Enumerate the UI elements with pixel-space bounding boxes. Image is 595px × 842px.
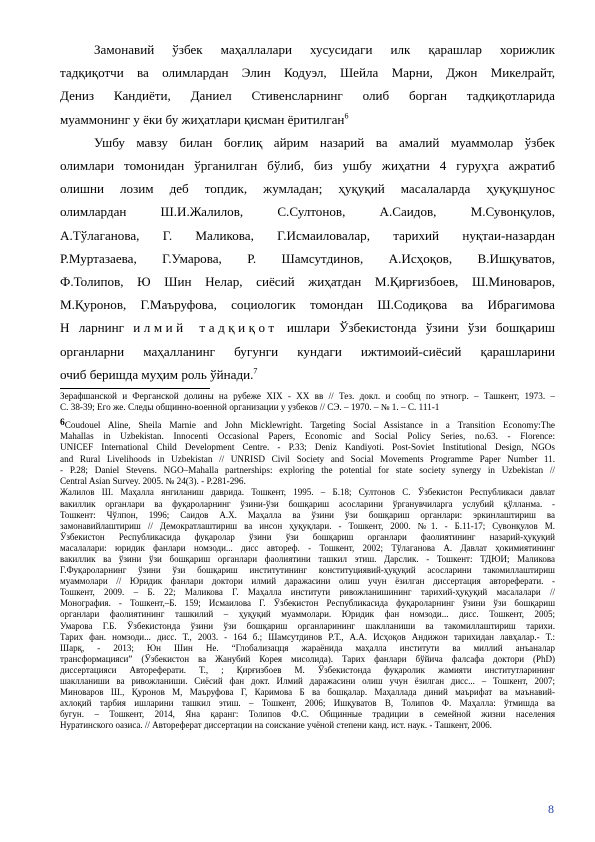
paragraph-2-text: Н ларнинг xyxy=(60,320,134,336)
paragraph-2-line: Ушбу мавзу билан боғлиқ айрим назарий ва амалий муаммолар ўзбек xyxy=(94,134,555,150)
footnote-line: трансформацияси” (Ўзбекистон ва Жанубий Корея мисолида). Тарих фанлари бўйича фалсафа доктори (PhD) xyxy=(60,653,555,664)
footnote-line: Ўзбекистон Республикасида фуқаролар ўзини ўзи бошқариш органлари фаолиятининг назарий-ҳуқуқий xyxy=(60,531,555,542)
paragraph-1-line: тадқиқотчи ва олимлардан Элин Кодуэл, Шейла Марни, Джон Микелрайт, xyxy=(60,65,555,81)
paragraph-2-line: Р.Муртазаева, Г.Умарова, Р. Шамсутдинов, А.Исҳоқов, В.Ишқуватов, xyxy=(60,250,555,266)
footnote-line: органлари фаолиятининг ташкилий – ҳуқуқий муаммолари. Юридик фан номзоди... дисс. Тошкент, 2005; xyxy=(60,609,555,620)
footnote-line: шаклланиши ва ривожланиши. Сиёсий фан докт. Илмий даражасини олиш учун ёзилган дисс... – Тошкент, 2007; xyxy=(60,676,555,687)
paragraph-2-line: органларни маҳалланинг бугунги кундаги ижтимоий-сиёсий қарашларини xyxy=(60,343,555,359)
footnote-line: Миноваров Ш., Қуронов М, Маъруфова Г, Каримова Б ва бошқалар. Маҳаллада диний маърифат ва маънавий- xyxy=(60,687,555,698)
footnote-7 xyxy=(60,487,555,731)
paragraph-1-text: муаммонинг у ёки бу жиҳатлари қисман ёритилган xyxy=(60,111,345,127)
spaced-emphasis: илмий тадқиқот xyxy=(133,320,278,336)
footnote-continued xyxy=(60,391,555,414)
footnote-line: Зерафшанской и Ферганской долины на рубеже XIX - XX вв // Тез. докл. и сообщ по этногр. – Ташкент, 1973. – xyxy=(60,391,555,402)
paragraph-2-text: очиб беришда муҳим роль ўйнади. xyxy=(60,366,254,382)
footnote-line: вакиллик органлари ва фуқароларнинг ўзини-ўзи бошқариш асосларини ўрганувчиларга услубий қўлланма. - xyxy=(60,498,555,509)
footnote-line: Нуратинского оазиса. // Автореферат диссертации на соискание учёной степени канд. ист. наук. - Ташкент, 2006. xyxy=(60,720,492,731)
paragraph-1-line xyxy=(60,108,555,131)
footnote-line: Central Asian Survey. 2005. № 24(3). - P.281-296. xyxy=(60,476,246,487)
footnote-ref-6[interactable]: 6 xyxy=(344,111,349,121)
paragraph-2-line: А.Тўлаганова, Г. Маликова, Г.Исмаиловалар, тарихий нуқтаи-назардан xyxy=(60,227,555,243)
paragraph-1-line: Дениз Кандиёти, Даниел Стивенсларнинг олиб борган тадқиқотларида xyxy=(60,88,555,104)
paragraph-1-line: Замонавий ўзбек маҳаллалари хусусидаги илк қарашлар хорижлик xyxy=(94,42,555,57)
footnote-line: Mahallas in Uzbekistan. Innocenti Occasional Papers, Economic and Social Policy Series, no.63. - Florence: xyxy=(60,430,555,441)
paragraph-2-line: М.Қуронов, Г.Маъруфова, социологик томондан Ш.Содиқова ва Ибрагимова xyxy=(60,297,555,313)
footnote-line xyxy=(60,487,555,498)
footnote-ref-7[interactable]: 7 xyxy=(253,366,258,376)
footnote-text: Coudouel Aline, Sheila Marnie and John Micklewright. Targeting Social Assistance in a Transition Economy:The xyxy=(64,419,555,430)
page-number: 8 xyxy=(548,802,554,816)
footnote-line: ахлоқий тарбия ишларини ташкил этиш. – Тошкент, 2006; Ишқуватов В, Толипов Ф. Маҳалла: ўтмишда ва xyxy=(60,698,555,709)
footnote-line: and Rural Livelihoods in Uzbekistan // UNRISD Civil Society and Social Movements Programme Paper Number 11. xyxy=(60,453,555,464)
footnote-line: муаммолари // Юридик фанлари доктори илмий даражасини олиш учун ёзилган диссертация автореферати. - xyxy=(60,576,555,587)
paragraph-2-line: олишни лозим деб топдик, жумладан; ҳуқуқий масалаларда ҳуқуқшунос xyxy=(60,181,555,197)
footnote-line: бугун. – Тошкент, 2014, Яна қаранг: Толипов Ф.С. Общинные традиции в семейной жизни населения xyxy=(60,709,555,720)
paragraph-2-line: олимлардан Ш.И.Жалилов, С.Султонов, А.Саидов, М.Сувонқулов, xyxy=(60,204,555,220)
footnote-6-mark: 6 xyxy=(60,417,65,428)
footnote-line: масалалари: юридик фанлари номзоди... дисс автореф. - Тошкент, 2002; Тўлаганова А. Давлат ҳокимиятининг xyxy=(60,542,555,553)
paragraph-2-line xyxy=(60,316,555,339)
footnote-line: Тошкент: Чўлпон, 1996; Саидов А.Х. Маҳалла ва ўзини ўзи бошқариш органлари: эркинлаштириш ва xyxy=(60,509,555,520)
footnote-line: вакиллик ва ўзини ўзи бошқариш органлари фаолиятини ташкил этиш. Дарслик. - Тошкент: ТДЮИ; Маликова xyxy=(60,553,555,564)
footnote-line: Шарқ, - 2013; Юн Шин Не. “Глобализацця жараёнида маҳалла институти ва миллий анъаналар xyxy=(60,642,555,653)
footnote-line: Умарова Г.Б. Ўзбекистонда ўзини ўзи бошқариш органларининг шаклланиши ва такомиллаштириш тарихи. xyxy=(60,620,555,631)
footnote-line: Тарих фан. номзоди... дисс. Т., 2003. - 164 б.; Шамсутдинов Р.Т., А.А. Исҳоқов Андижон тарихидан лавҳалар.- Т.: xyxy=(60,631,555,642)
footnote-line: UNICEF International Child Development Centre. - P.33; Deniz Kandiyoti. Post-Soviet Institutional Design, NGOs xyxy=(60,442,555,453)
footnote-line: Тошкент, 2009. – Б. 22; Маликова Г. Маҳалла институти ривожланишининг тарихий-ҳуқуқий масалалари // xyxy=(60,587,555,598)
paragraph-1 xyxy=(60,38,555,131)
footnote-6 xyxy=(60,418,555,488)
footnote-line: Монография. - Тошкент,–Б. 159; Исмаилова Г. Ўзбекистон Республикасида фуқароларнинг ўзини ўзи бошқариш xyxy=(60,598,555,609)
footnote-text: Жалилов Ш. Маҳалла янгиланиш даврида. Тошкент, 1995. – Б.18; Султонов С. Ўзбекистон Республикаси давлат xyxy=(60,487,555,498)
paragraph-2-line xyxy=(60,363,555,386)
paragraph-2-line: олимлари томонидан ўрганилган бўлиб, биз ушбу жиҳатни 4 гуруҳга ажратиб xyxy=(60,158,555,174)
document-page xyxy=(60,38,555,731)
paragraph-2-text: ишлари Ўзбекистонда ўзини ўзи бошқариш xyxy=(277,320,555,336)
footnote-line: - P.28; Daniel Stevens. NGO–Mahalla partnerships: exploring the potential for state society synergy in Uzbekistan // xyxy=(60,464,555,475)
footnote-line: Г.Фуқароларнинг ўзини ўзи бошқариш институтининг конституциявий-ҳуқуқий асосларини такомиллаштириш xyxy=(60,565,555,576)
footnote-line xyxy=(60,418,555,431)
footnote-line: С. 38-39; Его же. Следы общинно-военной организации у узбеков // СЭ. – 1970. – № 1. – С. 111-1 xyxy=(60,402,440,413)
footnote-line: диссертацияси Автореферати. Т., ; Қирғизбоев М. Ўзбекистонда фуқаролик жамияти институтларининг xyxy=(60,664,555,675)
footnote-line: замонавийлаштириш // Демократлаштириш ва инсон ҳуқуқлари. - Тошкент, 2000. №1. - Б.11-17; Сувонқулов М. xyxy=(60,520,555,531)
paragraph-2-line: Ф.Толипов, Ю Шин Нелар, сиёсий жиҳатдан М.Қирғизбоев, Ш.Миноваров, xyxy=(60,274,555,290)
paragraph-2 xyxy=(60,131,555,386)
footnote-separator xyxy=(60,388,210,389)
